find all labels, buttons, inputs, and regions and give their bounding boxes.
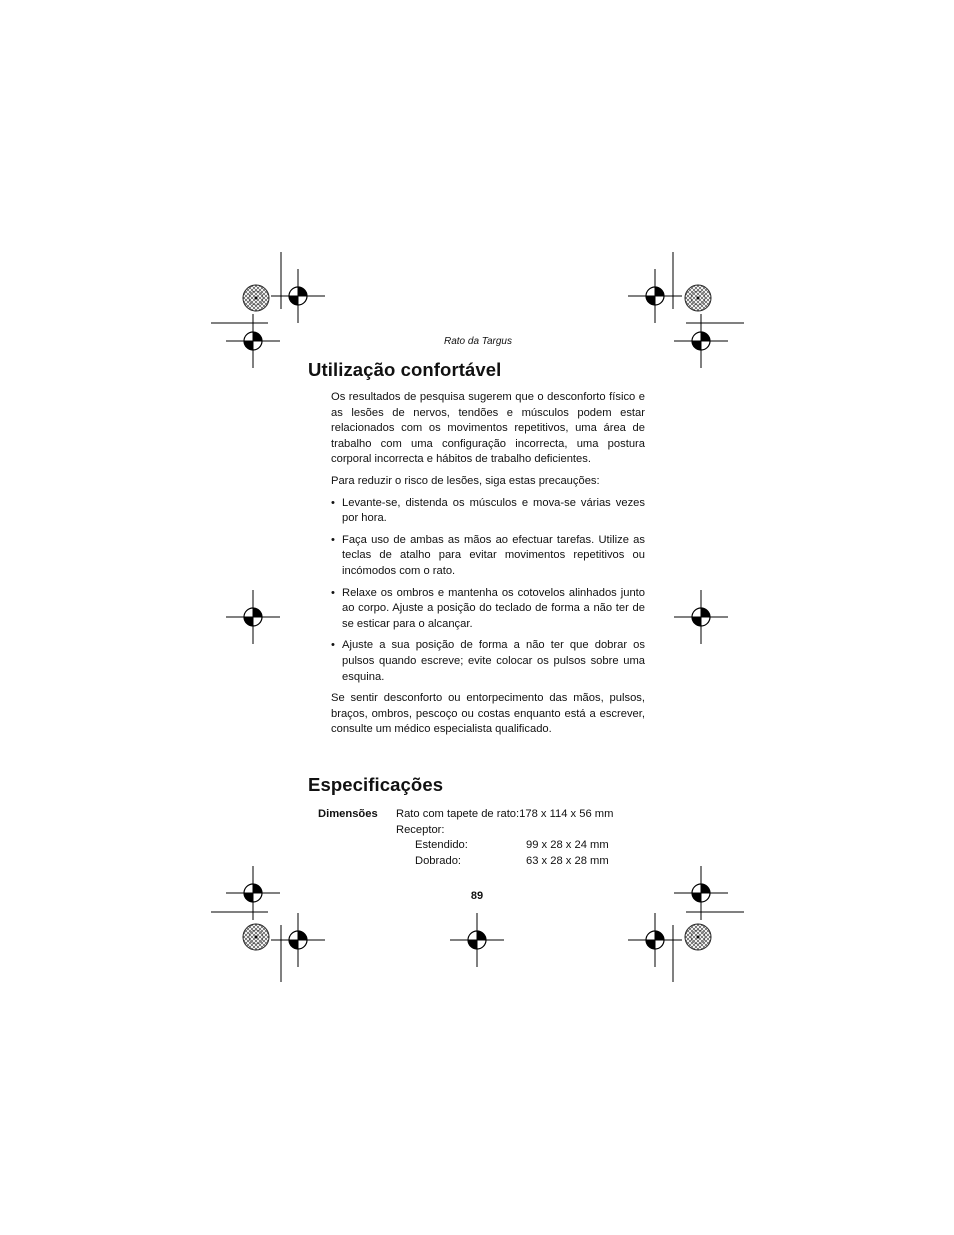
bullet-icon: • — [331, 496, 335, 509]
spec-mouse-line: Rato com tapete de rato:178 x 114 x 56 mm — [396, 808, 614, 820]
precautions-lead: Para reduzir o risco de lesões, siga estas precauções: — [331, 474, 600, 487]
precautions-list — [331, 496, 645, 686]
registration-target-icon — [271, 913, 325, 967]
crop-mark-top-right — [673, 252, 744, 323]
section-title-specifications: Especificações — [308, 774, 444, 795]
registration-target-icon — [674, 590, 728, 644]
bullet-icon: • — [331, 533, 335, 546]
spec-row-dimensions — [318, 807, 648, 869]
registration-target-icon — [450, 913, 504, 967]
color-wheel-icon — [243, 924, 269, 950]
color-wheel-icon — [243, 285, 269, 311]
color-wheel-icon — [685, 285, 711, 311]
color-wheel-icon — [685, 924, 711, 950]
registration-target-icon — [674, 314, 728, 368]
spec-sub-value: 99 x 28 x 24 mm — [526, 839, 609, 852]
spec-label: Dimensões — [318, 808, 378, 820]
closing-paragraph: Se sentir desconforto ou entorpecimento das mãos, pulsos, braços, ombros, pescoço ou costas enquanto está a escrever, consulte um médico especialista qualificado. — [331, 692, 645, 736]
spec-sub-label: Dobrado: — [415, 854, 462, 867]
running-header: Rato da Targus — [443, 336, 512, 347]
list-item-text: Ajuste a sua posição de forma a não ter que dobrar os pulsos quando escreve; evite colocar os pulsos sobre uma esquina. — [342, 639, 645, 683]
spec-receiver-line: Receptor: — [396, 823, 445, 836]
registration-target-icon — [628, 269, 682, 323]
spec-content — [396, 807, 648, 869]
comfort-section-body — [331, 390, 645, 744]
spec-sub-value: 63 x 28 x 28 mm — [526, 854, 609, 867]
list-item — [331, 496, 645, 527]
registration-target-icon — [226, 590, 280, 644]
intro-paragraph: Os resultados de pesquisa sugerem que o desconforto físico e as lesões de nervos, tendões e músculos podem estar relacionados com os movimentos repetitivos, uma área de trabalho com uma configuração incorrecta, uma postura corporal incorrecta e hábitos de trabalho deficientes. — [331, 391, 645, 466]
spec-sub-row — [396, 838, 648, 854]
bullet-icon: • — [331, 586, 335, 599]
registration-target-icon — [226, 314, 280, 368]
page-number: 89 — [470, 890, 484, 902]
spec-sub-label: Estendido: — [415, 839, 468, 852]
registration-target-icon — [628, 913, 682, 967]
section-title-comfort: Utilização confortável — [308, 359, 502, 380]
bullet-icon: • — [331, 639, 335, 652]
list-item-text: Faça uso de ambas as mãos ao efectuar tarefas. Utilize as teclas de atalho para evitar movimentos repetitivos ou incómodos com o rato. — [342, 533, 645, 577]
crop-mark-bottom-right — [673, 912, 744, 982]
list-item — [331, 638, 645, 685]
list-item-text: Levante-se, distenda os músculos e mova-se várias vezes por hora. — [342, 496, 645, 525]
crop-mark-bottom-left — [211, 912, 281, 982]
specifications-block — [318, 807, 648, 869]
registration-target-icon — [271, 269, 325, 323]
list-item-text: Relaxe os ombros e mantenha os cotovelos alinhados junto ao corpo. Ajuste a posição do teclado de forma a não ter de se esticar para o alcançar. — [342, 586, 645, 630]
spec-sub-row — [396, 854, 648, 870]
list-item — [331, 586, 645, 633]
list-item — [331, 533, 645, 580]
crop-mark-top-left — [211, 252, 281, 323]
